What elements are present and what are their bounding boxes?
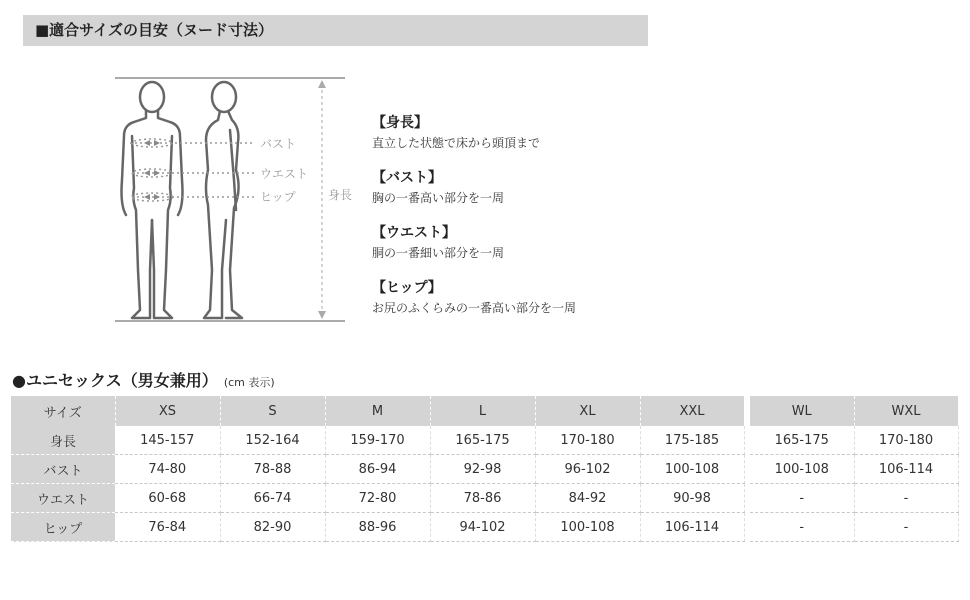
table-cell: 72-80 <box>325 484 430 513</box>
table-cell: 100-108 <box>640 455 744 484</box>
row-label: 身長 <box>11 426 115 455</box>
table-cell: 96-102 <box>535 455 640 484</box>
table-cell: 100-108 <box>750 455 854 484</box>
table-cell: 74-80 <box>115 455 220 484</box>
height-label: 身長 <box>328 188 353 202</box>
unit-note: (cm 表示) <box>223 376 275 389</box>
table-row <box>750 484 958 513</box>
table-cell: 92-98 <box>430 455 535 484</box>
hip-label: ヒップ <box>260 190 296 204</box>
definition-bust <box>372 168 672 208</box>
definition-title: 【ヒップ】 <box>372 280 442 296</box>
definition-desc: お尻のふくらみの一番高い部分を一周 <box>372 301 577 315</box>
table-row <box>750 455 958 484</box>
size-header-cell: XL <box>535 396 640 426</box>
section-title <box>12 368 275 391</box>
definition-desc: 直立した状態で床から頭頂まで <box>372 136 541 150</box>
table-cell: 94-102 <box>430 513 535 542</box>
table-cell: 106-114 <box>640 513 744 542</box>
row-label: バスト <box>11 455 115 484</box>
table-cell: 82-90 <box>220 513 325 542</box>
table-cell: 165-175 <box>430 426 535 455</box>
definition-height <box>372 113 672 153</box>
size-header-cell: WXL <box>854 396 958 426</box>
definition-waist <box>372 223 672 263</box>
size-table <box>11 396 745 542</box>
size-header-cell: M <box>325 396 430 426</box>
table-cell: 66-74 <box>220 484 325 513</box>
table-cell: 60-68 <box>115 484 220 513</box>
table-cell: 152-164 <box>220 426 325 455</box>
definition-hip <box>372 278 672 318</box>
table-cell: 165-175 <box>750 426 854 455</box>
table-cell: 170-180 <box>535 426 640 455</box>
size-header-cell: L <box>430 396 535 426</box>
size-header-cell: S <box>220 396 325 426</box>
table-cell: 78-86 <box>430 484 535 513</box>
size-header-label: サイズ <box>11 396 115 426</box>
table-cell: 170-180 <box>854 426 958 455</box>
definition-title: 【バスト】 <box>372 170 442 186</box>
table-cell: 106-114 <box>854 455 958 484</box>
table-cell: 78-88 <box>220 455 325 484</box>
table-cell: 88-96 <box>325 513 430 542</box>
waist-label: ウエスト <box>260 167 309 181</box>
definition-desc: 胸の一番高い部分を一周 <box>372 191 505 205</box>
table-cell: - <box>750 513 854 542</box>
size-header-cell: XXL <box>640 396 744 426</box>
size-header-cell: WL <box>750 396 854 426</box>
plus-size-table <box>750 396 959 542</box>
definition-desc: 胴の一番細い部分を一周 <box>372 246 505 260</box>
table-cell: 145-157 <box>115 426 220 455</box>
row-label: ヒップ <box>11 513 115 542</box>
table-cell: - <box>750 484 854 513</box>
plus-header-row <box>750 396 958 426</box>
body-figure-illustration <box>110 70 360 330</box>
size-header-cell: XS <box>115 396 220 426</box>
table-cell: 90-98 <box>640 484 744 513</box>
table-cell: 159-170 <box>325 426 430 455</box>
section-title-text: ●ユニセックス（男女兼用） <box>12 371 218 390</box>
page-title: ■適合サイズの目安（ヌード寸法） <box>23 15 648 46</box>
table-row <box>750 426 958 455</box>
table-cell: 76-84 <box>115 513 220 542</box>
table-row <box>11 484 744 513</box>
definition-title: 【身長】 <box>372 115 428 131</box>
bust-label: バスト <box>260 137 297 151</box>
table-cell: - <box>854 484 958 513</box>
table-cell: 175-185 <box>640 426 744 455</box>
table-row <box>11 455 744 484</box>
table-cell: - <box>854 513 958 542</box>
body-measurement-figure <box>110 70 360 330</box>
definition-title: 【ウエスト】 <box>372 225 456 241</box>
table-cell: 84-92 <box>535 484 640 513</box>
table-row <box>750 513 958 542</box>
measurement-definitions <box>372 113 672 333</box>
row-label: ウエスト <box>11 484 115 513</box>
size-header-row <box>11 396 744 426</box>
table-row <box>11 426 744 455</box>
table-cell: 100-108 <box>535 513 640 542</box>
table-cell: 86-94 <box>325 455 430 484</box>
table-row <box>11 513 744 542</box>
